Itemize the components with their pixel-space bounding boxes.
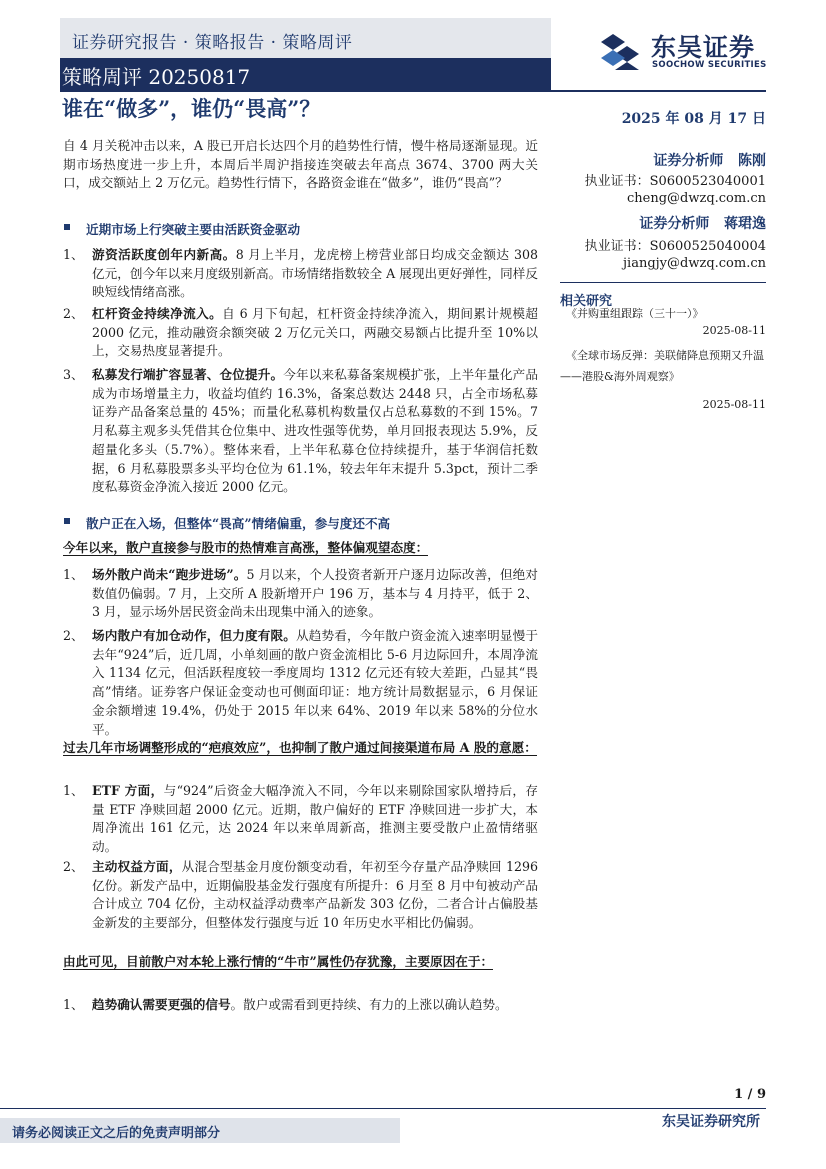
list-item-text: 从混合型基金月度份额变动看，年初至今存量产品净赎回 1296 亿份。新发产品中，近期偏股基金发行强度有所提升：6 月至 8 月中旬被动产品合计成立 704 亿份，主动权益浮动费率产品新发 303 亿份，二者合计占偏股基金新发的主要部分，但整体发行强度与近 10 年历史水平相比仍偏弱。 xyxy=(92,859,539,931)
disclaimer-banner xyxy=(0,1118,400,1143)
report-category-banner xyxy=(60,18,551,58)
list-item-number: 2、 xyxy=(63,859,84,874)
list-item-lead: 趋势确认需要更强的信号 xyxy=(92,997,231,1012)
list-item xyxy=(63,305,538,361)
list-item-number: 3、 xyxy=(63,367,84,382)
list-item-number: 1、 xyxy=(63,997,84,1012)
list-item-lead: 私募发行端扩容显著、仓位提升。 xyxy=(92,367,284,382)
related-research-title: 相关研究 xyxy=(560,294,613,309)
header-divider xyxy=(60,90,766,92)
intro-paragraph: 自 4 月关税冲击以来，A 股已开启长达四个月的趋势性行情，慢牛格局逐渐显现。近期市场热度进一步上升，本周后半周沪指接连突破去年高点 3674、3700 两大关口，成交额站上 2 万亿元。趋势性行情下，各路资金谁在“做多”，谁仍“畏高”？ xyxy=(63,138,538,191)
footer-divider xyxy=(0,1108,766,1109)
section-2-lead-2 xyxy=(63,739,538,758)
brand-name-en: SOOCHOW SECURITIES xyxy=(652,60,767,70)
report-date: 2025 年 08 月 17 日 xyxy=(621,111,766,127)
list-item-number: 2、 xyxy=(63,306,84,321)
list-item-lead: 场外散户尚未“跑步进场”。 xyxy=(92,567,247,582)
list-item-text: 8 月上半月，龙虎榜上榜营业部日均成交金额达 308 亿元，创今年以来月度级别新高。市场情绪指数较全 A 展现出更好弹性，同样反映短线情绪高涨。 xyxy=(92,247,539,300)
list-item-lead: 主动权益方面， xyxy=(92,859,182,874)
list-item-text: 5 月以来，个人投资者新开户逐月边际改善，但绝对数值仍偏弱。7 月，上交所 A 股新增开户 196 万，基本与 4 月持平，低于 2、3 月，显示场外居民资金尚未出现集中涌入的迹象。 xyxy=(92,567,538,620)
analyst-2 xyxy=(639,213,766,233)
list-item xyxy=(63,366,538,497)
list-item-lead: 游资活跃度创年内新高。 xyxy=(92,247,236,262)
related-item-1-date: 2025-08-11 xyxy=(702,324,766,337)
section-2-lead-text: 今年以来，散户直接参与股市的热情难言高涨，整体偏观望态度： xyxy=(63,540,429,555)
analyst-1-email[interactable]: cheng@dwzq.com.cn xyxy=(626,191,766,206)
analyst-1-role: 证券分析师 xyxy=(653,153,724,169)
list-item-number: 2、 xyxy=(63,628,84,643)
section-2-lead-3 xyxy=(63,953,538,972)
list-item-lead: 场内散户有加仓动作，但力度有限。 xyxy=(92,628,296,643)
analyst-2-email[interactable]: jiangjy@dwzq.com.cn xyxy=(623,256,766,271)
page-number: 1 / 9 xyxy=(734,1087,766,1102)
list-item-number: 1、 xyxy=(63,567,84,582)
section-2-heading xyxy=(72,513,390,532)
list-item-text: 今年以来私募备案规模扩张，上半年量化产品成为市场增量主力，收益均值约 16.3%，备案总数达 2448 只，占全市场私募证券产品备案总量的 45%；而量化私募机构数量仅占总私募数的不到 15%。7 月私募主观多头凭借其仓位集中、进攻性强等优势，单月回报表现达 5.9%，反超量化多头（5.7%）。整体来看，上半年私募仓位持续提升，基于华润信托数据，6 月私募股票多头平均仓位为 61.1%，较去年年末提升 5.3pct，预计二季度私募资金净流入接近 2000 亿元。 xyxy=(92,367,539,495)
analyst-2-license: 执业证书：S0600525040004 xyxy=(584,239,766,254)
section-2-lead xyxy=(63,539,538,558)
list-item xyxy=(63,996,538,1015)
analyst-2-name: 蒋珺逸 xyxy=(724,216,766,232)
list-item-lead: 杠杆资金持续净流入。 xyxy=(92,306,223,321)
list-item xyxy=(63,627,538,739)
list-item-lead: ETF 方面， xyxy=(92,783,164,798)
list-item xyxy=(63,246,538,302)
list-item-text: 与“924”后资金大幅净流入不同，今年以来剔除国家队增持后，存量 ETF 净赎回超 2000 亿元。近期，散户偏好的 ETF 净赎回进一步扩大，本周净流出 161 亿元，达 2024 年以来单周新高，推测主要受散户止盈情绪驱动。 xyxy=(92,783,538,855)
list-item-number: 1、 xyxy=(63,247,84,262)
report-series: 策略周评 20250817 xyxy=(62,65,251,89)
list-item-text: 。散户或需看到更持续、有力的上涨以确认趋势。 xyxy=(230,997,508,1012)
list-item-number: 1、 xyxy=(63,783,84,798)
soochow-logo-icon xyxy=(595,30,645,76)
section-2-lead-2-text: 过去几年市场调整形成的“疤痕效应”，也抑制了散户通过间接渠道布局 A 股的意愿： xyxy=(63,740,537,755)
analyst-1-license: 执业证书：S0600523040001 xyxy=(584,174,766,189)
disclaimer-text: 请务必阅读正文之后的免责声明部分 xyxy=(12,1126,221,1141)
section-2-title: 散户正在入场，但整体“畏高”情绪偏重，参与度还不高 xyxy=(86,516,391,531)
related-divider xyxy=(560,282,766,283)
analyst-1-name: 陈刚 xyxy=(738,153,766,169)
list-item xyxy=(63,566,538,622)
related-item-2[interactable]: 《全球市场反弹：美联储降息预期又升温——港股&海外周观察》 xyxy=(560,349,764,383)
related-item-1[interactable]: 《并购重组跟踪（三十一）》 xyxy=(566,307,704,320)
section-2-lead-3-text: 由此可见，目前散户对本轮上涨行情的“牛市”属性仍存犹豫，主要原因在于： xyxy=(63,954,494,969)
list-item-text: 自 6 月下旬起，杠杆资金持续净流入，期间累计规模超 2000 亿元，推动融资余额突破 2 万亿元关口，两融交易额占比提升至 10%以上，交易热度显著提升。 xyxy=(92,306,538,359)
analyst-2-role: 证券分析师 xyxy=(639,216,710,232)
brand-logo xyxy=(595,30,775,76)
list-item-text: 从趋势看，今年散户资金流入速率明显慢于去年“924”后，近几周，小单刻画的散户资金流相比 5-6 月边际回升，本周净流入 1134 亿元，但活跃程度较一季度周均 1312 亿元还有较大差距，凸显其“畏高”情绪。证券客户保证金变动也可侧面印证：地方统计局数据显示，6 月保证金余额增速 19.4%，仍处于 2015 年以来 64%、2019 年以来 58%的分位水平。 xyxy=(92,628,539,737)
analyst-1 xyxy=(653,150,766,170)
brand-name-cn: 东吴证券 xyxy=(651,33,756,62)
related-item-2-date: 2025-08-11 xyxy=(702,398,766,411)
report-title: 谁在“做多”，谁仍“畏高”？ xyxy=(62,96,321,121)
report-category: 证券研究报告 · 策略报告 · 策略周评 xyxy=(72,33,353,53)
report-series-banner xyxy=(60,58,551,90)
section-1-title: 近期市场上行突破主要由活跃资金驱动 xyxy=(86,222,301,237)
section-1-heading xyxy=(72,219,300,238)
list-item xyxy=(63,858,538,933)
list-item xyxy=(63,782,538,857)
footer-institute: 东吴证券研究所 xyxy=(662,1114,760,1130)
